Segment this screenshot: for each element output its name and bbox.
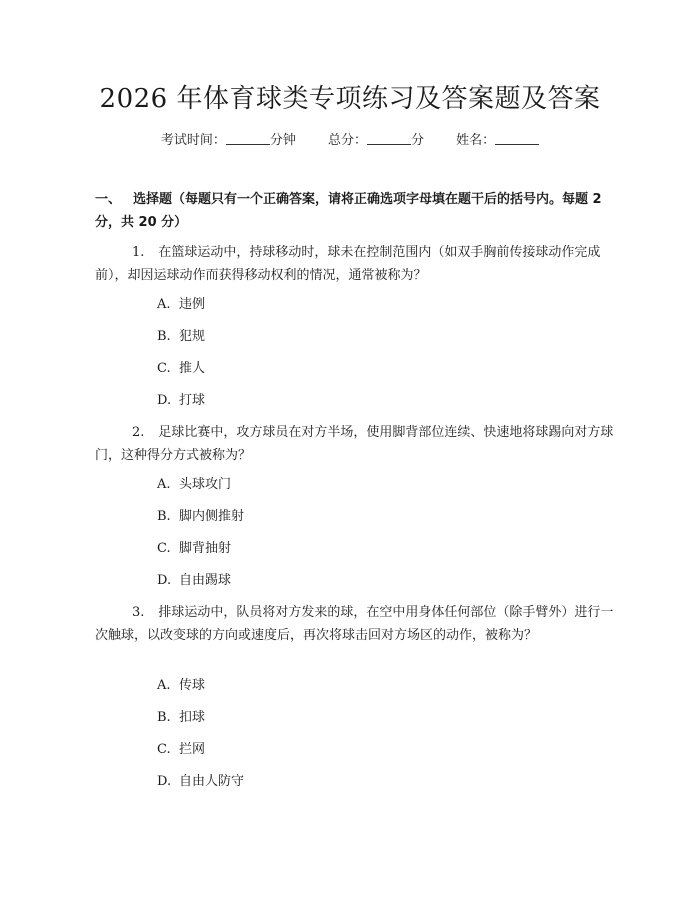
option-letter: D. bbox=[157, 393, 172, 408]
option-letter: D. bbox=[157, 573, 172, 588]
option-text: 推人 bbox=[179, 361, 206, 376]
question-number: 3. bbox=[132, 605, 145, 620]
section-text: 选择题（每题只有一个正确答案，请将正确选项字母填在题干后的括号内。每题 2 分，共 20 分） bbox=[95, 192, 602, 230]
question-2-option-d bbox=[157, 572, 231, 590]
question-1-option-d bbox=[157, 392, 205, 410]
option-letter: C. bbox=[157, 361, 171, 376]
question-1-option-a bbox=[157, 296, 205, 314]
option-text: 脚内侧推射 bbox=[179, 509, 245, 524]
student-name-label: 姓名： bbox=[456, 133, 496, 148]
option-letter: C. bbox=[157, 541, 171, 556]
question-3-option-c bbox=[157, 741, 205, 759]
option-text: 拦网 bbox=[179, 742, 206, 757]
option-letter: D. bbox=[157, 774, 172, 789]
question-1-option-c bbox=[157, 360, 205, 378]
option-text: 传球 bbox=[179, 678, 206, 693]
exam-time-blank bbox=[226, 132, 270, 145]
question-3-option-a bbox=[157, 677, 205, 695]
student-name-blank bbox=[495, 132, 539, 145]
question-1 bbox=[95, 241, 615, 287]
option-letter: B. bbox=[157, 329, 171, 344]
question-1-option-b bbox=[157, 328, 205, 346]
exam-info-line bbox=[0, 131, 700, 151]
option-text: 自由人防守 bbox=[179, 774, 245, 789]
option-letter: A. bbox=[157, 477, 171, 492]
option-letter: C. bbox=[157, 742, 171, 757]
question-2-option-a bbox=[157, 476, 231, 494]
total-score-label: 总分： bbox=[327, 133, 367, 148]
option-text: 扣球 bbox=[179, 710, 206, 725]
option-letter: B. bbox=[157, 710, 171, 725]
student-name bbox=[456, 133, 539, 148]
question-text: 足球比赛中，攻方球员在对方半场，使用脚背部位连续、快速地将球踢向对方球门，这种得分方式被称为？ bbox=[95, 425, 614, 463]
question-2 bbox=[95, 421, 615, 467]
option-text: 头球攻门 bbox=[179, 477, 232, 492]
option-text: 自由踢球 bbox=[179, 573, 232, 588]
exam-time-label: 考试时间： bbox=[160, 133, 226, 148]
question-text: 排球运动中，队员将对方发来的球，在空中用身体任何部位（除手臂外）进行一次触球，以改变球的方向或速度后，再次将球击回对方场区的动作，被称为？ bbox=[95, 605, 614, 643]
question-3-option-b bbox=[157, 709, 205, 727]
question-number: 2. bbox=[132, 425, 145, 440]
total-score bbox=[328, 133, 428, 148]
option-letter: A. bbox=[157, 678, 171, 693]
question-2-option-b bbox=[157, 508, 244, 526]
exam-time-unit: 分钟 bbox=[269, 133, 296, 148]
option-text: 违例 bbox=[179, 297, 206, 312]
section-number: 一、 bbox=[95, 192, 122, 207]
option-text: 脚背抽射 bbox=[179, 541, 232, 556]
section-heading bbox=[95, 188, 615, 234]
option-text: 犯规 bbox=[179, 329, 206, 344]
option-letter: B. bbox=[157, 509, 171, 524]
total-score-unit: 分 bbox=[411, 133, 425, 148]
total-score-blank bbox=[367, 132, 411, 145]
question-3 bbox=[95, 601, 615, 647]
question-3-option-d bbox=[157, 773, 244, 791]
exam-time bbox=[161, 133, 300, 148]
question-text: 在篮球运动中，持球移动时，球未在控制范围内（如双手胸前传接球动作完成前），却因运球动作而获得移动权利的情况，通常被称为？ bbox=[95, 245, 601, 283]
question-2-option-c bbox=[157, 540, 231, 558]
question-number: 1. bbox=[132, 245, 145, 260]
option-letter: A. bbox=[157, 297, 171, 312]
page-title: 2026 年体育球类专项练习及答案题及答案 bbox=[99, 84, 601, 114]
option-text: 打球 bbox=[179, 393, 206, 408]
